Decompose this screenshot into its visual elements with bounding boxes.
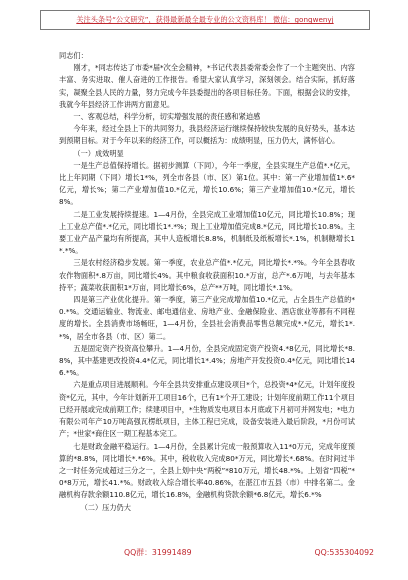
paragraph-industry: 二是工业发展持续提速。1—4月份，全县完成工业增加值10亿元，同比增长10.8%；现上工业总产值*.*亿元，同比增长1*.*%；现上工业增加值完成8.*亿元，同比增长10.8%。主要工业产品产量均有所提高，其中人造板增长8.8%，机制纸及纸板增长*.1%，机制糖增长1*.*%。 [59,209,355,256]
paragraph-investment: 五是固定资产投资高位攀升。1—4月份，全县完成固定资产投资4.*8亿元，同比增长*8.8%，其中基建更改投资4.4*亿元，同比增长1*.4%；房地产开发投资0.4*亿元，同比增长146.*%。 [59,343,355,378]
footer-qq: QQ:535304092 [314,548,374,557]
subheading-pressure: （二）压力仍大 [80,502,131,512]
footer-contacts [124,547,374,559]
paragraph-tertiary: 四是第三产业优化提升。第一季度，第三产业完成增加值10.*亿元，占全县生产总值的*0.*%。交通运输业、物流业、邮电通信业、房地产业、金融保险业、酒店旅业等都有不同程度的增长。全县消费市场畅旺，1—4月份，全县社会消费品零售总额完成*.*亿元，增长1*.*%，居全市各县（市、区）第二。 [59,295,355,341]
paragraph-agriculture: 三是农村经济稳步发展。第一季度，农业总产值*.*亿元，同比增长*.*%。今年全县春收农作物面积*.8万亩，同比增长4%。其中粮食收获面积10.*万亩，总产*.6万吨，与去年基本持平；蔬菜收获面积1*万亩，同比增长6%，总产**万吨，同比增长*.1%。 [59,258,355,292]
greeting: 同志们： [59,51,88,60]
paragraph-projects: 六是重点项目进展顺利。今年全县共安排重点建设项目*个，总投资*4*亿元，计划年度投资*亿元，其中，今年计划新开工项目16个，已有1*个开工建设；计划年度前期工作11个项目已经开展或完成前期工作；续建项目中，*生物质发电项目本月底或下月初可并网发电；*电力有限公司年产10万吨高强瓦楞纸项目，主体工程已完成，设备安装进入最后阶段，*月份可试产；*世家*商住区一期工程基本完工。 [59,380,355,439]
paragraph-summary: 今年来，经过全县上下的共同努力，我县经济运行继续保持较快发展的良好势头，基本达到预期目标。对于今年以来的经济工作，可以概括为：成绩明显，压力仍大，满怀信心。 [59,124,355,146]
paragraph-gdp: 一是生产总值保持增长。据初步测算（下同），今年一季度，全县实现生产总值*.*亿元，比上年同期（下同）增长1*%，列全市各县（市、区）第1位。其中：第一产业增加值1*.6*亿元，增长%；第二产业增加值10.*亿元，增长10.6%；第三产业增加值10.*亿元，增长8%。 [59,160,355,207]
section-heading-1: 一、客观总结，科学分析，切实增强发展的责任感和紧迫感 [73,112,261,122]
top-banner[interactable]: 关注头条号“公文研究”，获得最新最全最专业的公文资料库！ 微信：gongwenyj [40,10,370,30]
paragraph-intro: 刚才，*同志传达了市委*届*次全会精神，*书记代表县委常委会作了一个主题突出、内容丰富、务实进取、催人奋进的工作报告。希望大家认真学习，深刻领会。结合实际，抓好落实，凝聚全县人民的力量，努力完成今年县委提出的各项目标任务。下面，根据会议的安排，我就今年县经济工作讲两方面意见。 [59,63,355,109]
footer-qq-group: QQ群：31991489 [124,548,192,557]
subheading-results: （一）成效明显 [73,148,124,158]
document-body [59,50,355,514]
paragraph-finance: 七是财政金融平稳运行。1—4月份，全县累计完成一般预算收入11*0万元，完成年度预算的*8.8%，同比增长*.*6%。其中，税收收入完成80*万元，同比增长*.68%。在时间过半之一时任务完成超过三分之一，全县上划中央“两税”*810万元，增长48.*%。上划省“四税”*0*8万元，增长41.*%。财政收入综合增长率40.86%，在湛江市五县（市）中排名第二。金融机构存款余额110.8亿元，增长16.8%，金融机构贷款余额*6.8亿元，增长6.*% [59,441,355,500]
